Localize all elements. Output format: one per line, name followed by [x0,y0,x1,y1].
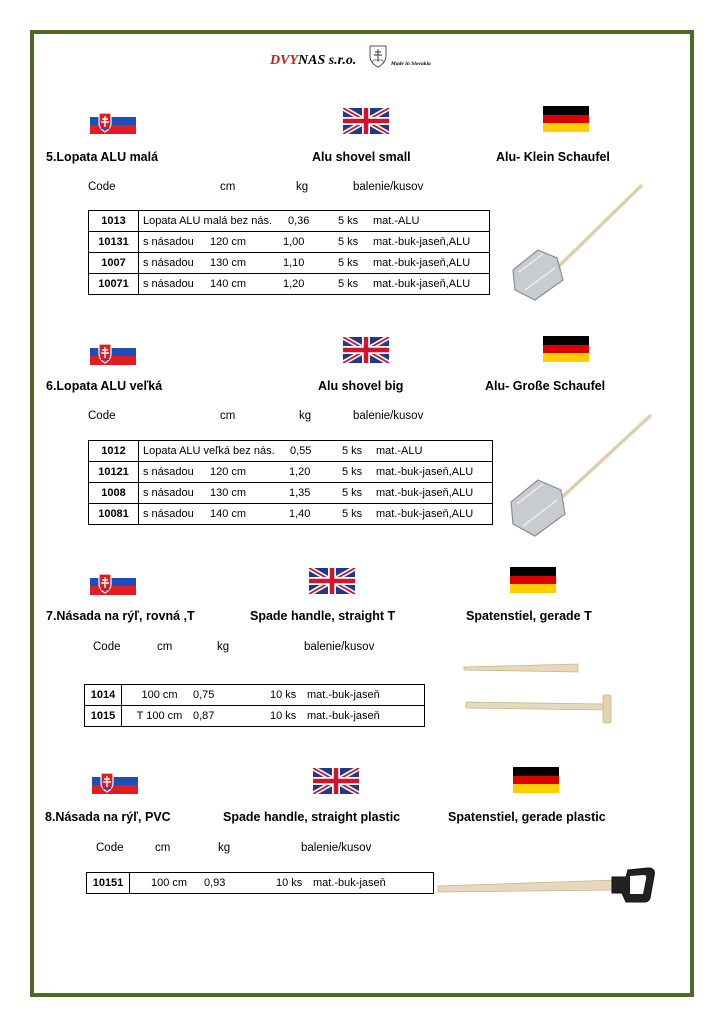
product-code: 10081 [89,504,139,525]
product-code: 1015 [85,706,122,727]
product-pack: 10 ks [270,689,297,701]
column-kg: kg [299,410,312,422]
product-pack: 5 ks [338,278,359,290]
product-weight: 1,20 [283,278,305,290]
product-table [88,440,493,525]
product-code: 1013 [89,211,139,232]
table-row [89,483,493,504]
product-length: 140 cm [210,508,247,520]
product-code: 10151 [87,873,130,894]
column-pack: balenie/kusov [353,181,424,193]
column-cm: cm [157,641,173,653]
slovak-flag-icon [92,768,138,794]
section-title-sk: 5.Lopata ALU malá [46,150,159,164]
product-desc: T 100 cm [136,710,183,722]
product-material: mat.-buk-jaseň,ALU [376,487,474,499]
product-desc: s násadou [143,466,194,478]
section-title-sk: 8.Násada na rýľ, PVC [45,810,171,824]
product-pack: 5 ks [342,487,363,499]
column-cm: cm [155,842,171,854]
alu-shovel-big-image [505,410,655,540]
made-in-label: Made in Slovakia [391,61,431,67]
section-title-de: Alu- Große Schaufel [485,379,606,393]
section-title-de: Spatenstiel, gerade plastic [448,810,606,824]
spade-handle-straight-image [460,658,620,688]
column-cm: cm [220,181,236,193]
uk-flag-icon [343,108,389,134]
product-pack: 5 ks [342,466,363,478]
product-material: mat.-ALU [373,215,420,227]
section-title-en: Spade handle, straight T [250,609,396,623]
german-flag-icon [543,336,589,362]
product-pack: 5 ks [342,508,363,520]
product-desc: 100 cm [141,689,178,701]
product-desc: s násadou [143,278,194,290]
product-length: 120 cm [210,466,247,478]
product-pack: 10 ks [276,877,303,889]
product-weight: 1,00 [283,236,305,248]
table-row [89,441,493,462]
slovak-flag-icon [90,339,136,365]
product-code: 10121 [89,462,139,483]
product-weight: 0,55 [290,445,312,457]
column-kg: kg [218,842,231,854]
spade-handle-t-image [460,690,620,730]
product-material: mat.-buk-jaseň,ALU [373,257,471,269]
product-weight: 1,35 [289,487,311,499]
product-weight: 0,87 [193,710,215,722]
table-row [89,504,493,525]
column-code: Code [96,842,124,854]
table-row [89,211,490,232]
product-desc: s násadou [143,257,194,269]
uk-flag-icon [343,337,389,363]
column-pack: balenie/kusov [353,410,424,422]
column-kg: kg [296,181,309,193]
column-cm: cm [220,410,236,422]
product-code: 1007 [89,253,139,274]
section-title-de: Spatenstiel, gerade T [466,609,592,623]
slovak-flag-icon [90,569,136,595]
section-title-en: Spade handle, straight plastic [223,810,401,824]
product-table [86,872,434,894]
company-name: DVYNAS s.r.o. [270,53,357,68]
section-title-en: Alu shovel small [312,150,411,164]
product-pack: 5 ks [338,215,359,227]
product-material: mat.-ALU [376,445,423,457]
product-material: mat.-buk-jaseň [313,877,386,889]
table-row [85,685,425,706]
column-code: Code [93,641,121,653]
section-title-sk: 7.Násada na rýľ, rovná ,T [46,609,195,623]
product-code: 1012 [89,441,139,462]
product-desc: Lopata ALU veľká bez nás. [143,445,275,457]
alu-shovel-small-image [505,180,650,305]
section-title-en: Alu shovel big [318,379,404,393]
product-code: 10131 [89,232,139,253]
product-material: mat.-buk-jaseň,ALU [373,236,471,248]
table-row [85,706,425,727]
uk-flag-icon [309,568,355,594]
german-flag-icon [510,567,556,593]
product-pack: 5 ks [338,236,359,248]
product-code: 10071 [89,274,139,295]
product-length: 130 cm [210,257,247,269]
product-length: 140 cm [210,278,247,290]
german-flag-icon [543,106,589,132]
product-weight: 1,20 [289,466,311,478]
product-desc: Lopata ALU malá bez nás. [143,215,273,227]
product-pack: 10 ks [270,710,297,722]
section-title-de: Alu- Klein Schaufel [496,150,610,164]
section-title-sk: 6.Lopata ALU veľká [46,379,163,393]
product-material: mat.-buk-jaseň,ALU [376,466,474,478]
german-flag-icon [513,767,559,793]
product-table [88,210,490,295]
product-weight: 1,10 [283,257,305,269]
slovak-flag-icon [90,108,136,134]
column-kg: kg [217,641,230,653]
slovak-emblem-icon [368,44,388,68]
spade-handle-plastic-image [436,862,658,906]
product-table [84,684,425,727]
table-row [87,873,434,894]
product-pack: 5 ks [342,445,363,457]
product-weight: 0,36 [288,215,310,227]
uk-flag-icon [313,768,359,794]
product-desc: 100 cm [150,877,188,889]
product-weight: 0,93 [204,877,226,889]
product-code: 1014 [85,685,122,706]
product-length: 130 cm [210,487,247,499]
product-weight: 1,40 [289,508,311,520]
column-code: Code [88,410,116,422]
product-desc: s násadou [143,236,194,248]
product-material: mat.-buk-jaseň [307,710,380,722]
product-weight: 0,75 [193,689,215,701]
product-pack: 5 ks [338,257,359,269]
table-row [89,462,493,483]
product-desc: s násadou [143,487,194,499]
table-row [89,253,490,274]
product-length: 120 cm [210,236,247,248]
column-pack: balenie/kusov [304,641,375,653]
product-desc: s násadou [143,508,194,520]
column-code: Code [88,181,116,193]
table-row [89,232,490,253]
product-material: mat.-buk-jaseň,ALU [376,508,474,520]
table-row [89,274,490,295]
product-material: mat.-buk-jaseň [307,689,380,701]
product-code: 1008 [89,483,139,504]
column-pack: balenie/kusov [301,842,372,854]
product-material: mat.-buk-jaseň,ALU [373,278,471,290]
